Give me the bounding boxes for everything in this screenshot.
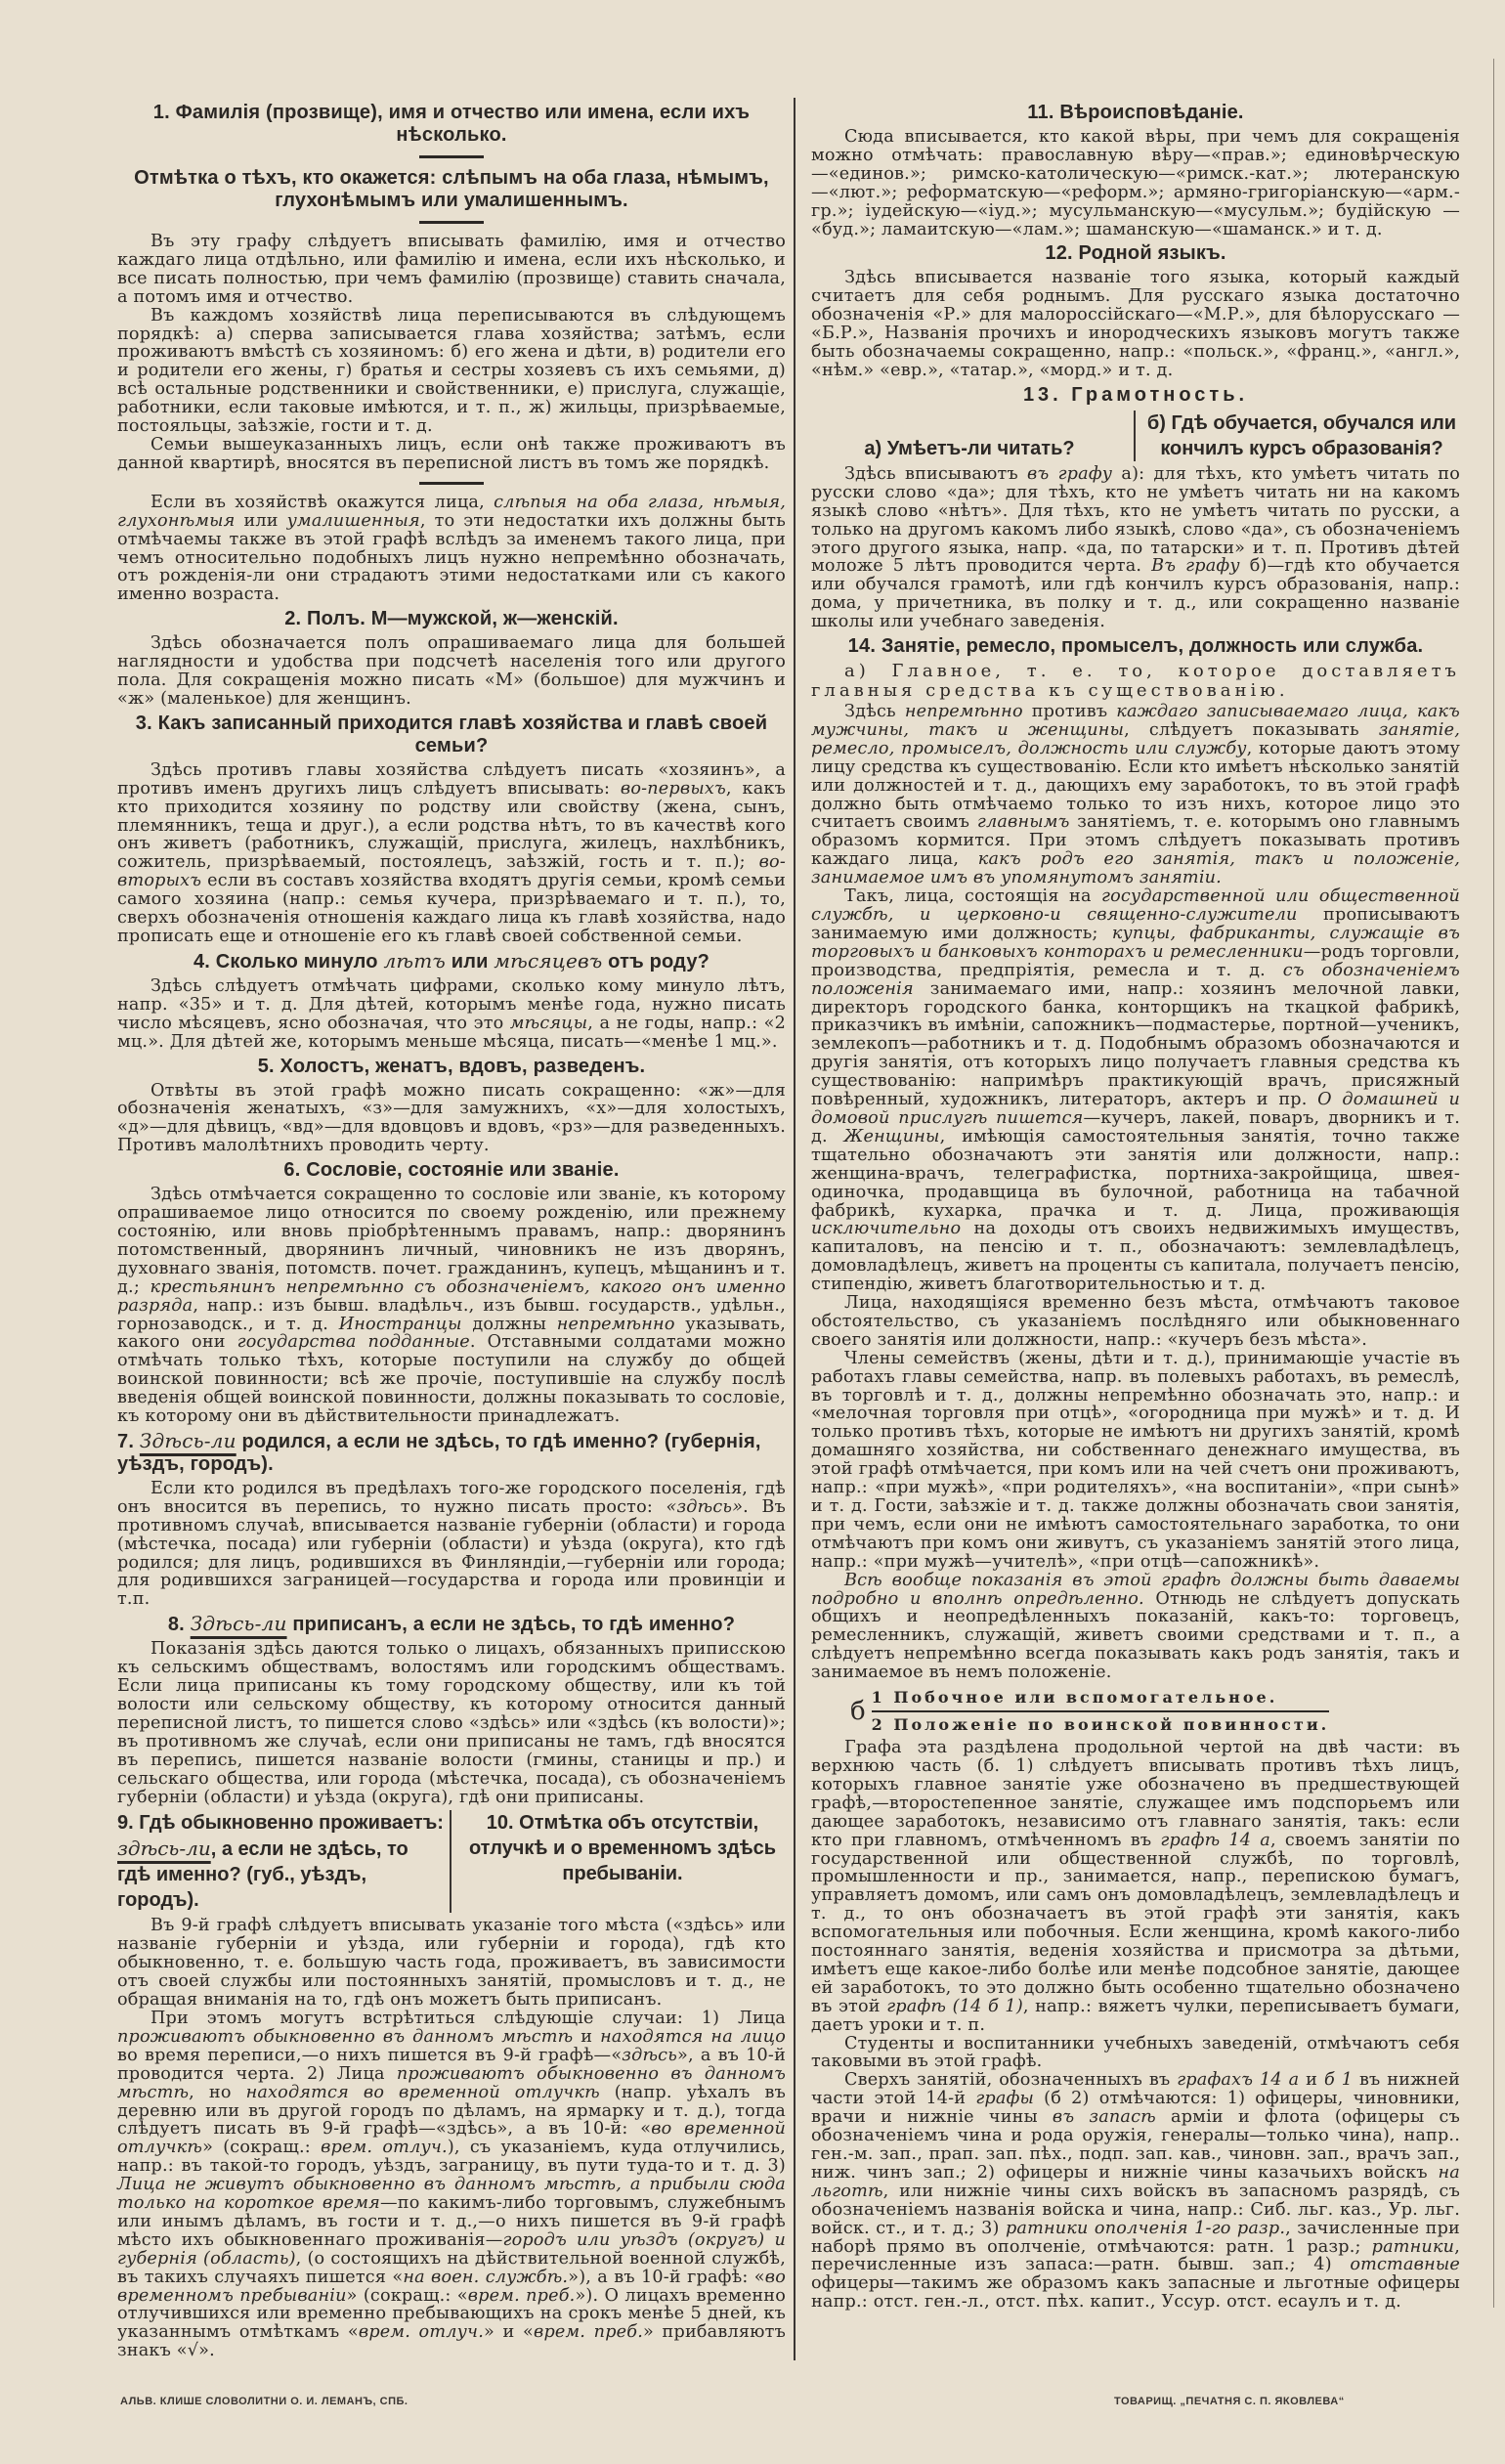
text-run: , а если не здѣсь, то гдѣ именно? (губ., уѣздъ, городъ).	[117, 1838, 408, 1912]
text-run: родился, а если не здѣсь, то гдѣ именно? (губернія, уѣздъ, городъ).	[117, 1430, 761, 1475]
italic-run: графѣ 14 а	[1160, 1830, 1270, 1850]
text-run: , своемъ занятіи по государственной или общественной службѣ, по торговлѣ, промышленности и пр., занимается, напр., перепискою бумагъ, управляетъ домомъ, или самъ онъ домовладѣлецъ, землевладѣлецъ и т. д., то онъ обозначаетъ въ этой графѣ эти занятія, какъ вспомогательныя или побочныя. Если женщина, кромѣ какого-либо постояннаго занятія, веденія хозяйства и присмотра за дѣтьми, имѣетъ еще какое-либо болѣе или менѣе подсобное занятіе, дающее ей заработокъ, то это должно быть особенно тщательно обозначено въ этой	[811, 1830, 1460, 2016]
text-run: Показанія здѣсь даются только о лицахъ, обязанныхъ приписскою къ сельскимъ обществамъ, волостямъ или городскимъ обществамъ. Если лица приписаны къ тому городскому обществу, или къ той волости или сельскому обществу, къ которому относится данный переписной листъ, то пишется слово «здѣсь» или «здѣсь (къ волости)»; въ противномъ же случаѣ, если они приписаны не тамъ, гдѣ вносятся въ перепись, пишется названіе волости (гмины, станицы и пр.) и сельскаго общества, или города (мѣстечка, посада), съ обозначеніемъ губерніи (области) и уѣзда (округа), гдѣ они приписаны.	[117, 1639, 786, 1807]
italic-run: съ обозначеніемъ положенія	[811, 960, 1460, 999]
section-heading	[117, 950, 786, 973]
split-heading-left	[811, 411, 1136, 461]
text-run: Такъ, лица, состоящія на	[844, 886, 1101, 907]
text-run: Здѣсь вписывается названіе того языка, который каждый считаетъ для себя роднымъ. Для русскаго языка достаточно обозначенія «Р.» для малороссійскаго—«М.Р.», для бѣлорусскаго — «Б.Р.», Названія прочихъ и инородческихъ языковъ могутъ также быть обозначаемы сокращенно, напр.: «польск.», «франц.», «англ.», «нѣм.» «евр.», «татар.», «морд.» и т. д.	[811, 268, 1460, 380]
fraction-heading	[850, 1688, 1460, 1735]
text-run: Если въ хозяйствѣ окажутся лица,	[150, 492, 494, 512]
text-run: » прибавляютъ знакъ «√».	[117, 2322, 786, 2361]
text-run: , имѣющія самостоятельныя занятія, точно также тщательно обозначаютъ эти занятія или должности, напр.: женщина-врачъ, телеграфистка, портниха-закройщица, швея-одиночка, продавщица въ булочной, работница на табачной фабрикѣ, кухарка, прачка и т. д. Лица, проживающія	[811, 1126, 1461, 1221]
section-heading	[811, 635, 1460, 658]
italic-run: городъ или уѣздъ (округъ) и губернія (область)	[117, 2229, 786, 2269]
section-heading	[117, 102, 786, 147]
italic-run: врем. преб.	[534, 2322, 644, 2343]
paragraph	[811, 269, 1460, 379]
text-run: Сюда вписывается, кто какой вѣры, при чемъ для сокращенія можно отмѣчать: православную вѣру—«прав.»; единовѣрческую—«единов.»; римско-католическую—«римск.-кат.»; лютеранскую—«лют.»; реформатскую—«реформ.»; армяно-григоріанскую—«арм.-гр.»; іудейскую—«іуд.»; мусульманскую—«мусульм.»; будійскую — «буд.»; ламаитскую—«лам.»; шаманскую—«шаманск.» и т. д.	[811, 127, 1460, 239]
text-run: Въ эту графу слѣдуетъ вписывать фамилію, имя и отчество каждаго лица отдѣльно, или фамилію и имена, если ихъ нѣсколько, и все писать полностью, при чемъ фамилію (прозвище) ставить сначала, а потомъ имя и отчество.	[117, 232, 786, 307]
paragraph	[811, 128, 1460, 238]
text-run: », а въ 10-й проводится черта. 2) Лица	[117, 2045, 786, 2084]
text-run: , слѣдуетъ показывать	[1124, 719, 1379, 740]
text-run: . Въ противномъ случаѣ, вписывается названіе губерніи (области) и города (мѣстечка, посада) или губерніи (области) и уѣзда (округа), кто гдѣ родился; для лицъ, родившихся въ Финляндіи,—губерніи или города; для родившихся заграницей—государства и города или провинціи и т.п.	[117, 1496, 786, 1610]
italic-run: Всѣ вообще показанія въ этой графѣ должны быть даваемы подробно и вполнѣ опредѣленно.	[811, 1570, 1460, 1609]
section-heading	[117, 1056, 786, 1078]
text-run: Въ 9-й графѣ слѣдуетъ вписывать указаніе того мѣста («здѣсь» или названіе губерніи и уѣзда, или губерніи и города), гдѣ кто обыкновенно, т. е. большую часть года, проживаетъ, въ зависимости отъ своей службы или постоянныхъ занятій, промысловъ и т. д., не обращая вниманія на то, гдѣ онъ можетъ быть приписанъ.	[117, 1916, 786, 2010]
columns	[117, 98, 1460, 2360]
italic-run: проживаютъ обыкновенно въ данномъ мѣстѣ	[117, 2026, 574, 2047]
text-run: приписанъ, а если не здѣсь, то гдѣ именно?	[286, 1614, 736, 1636]
section-rule	[419, 482, 484, 485]
paragraph	[811, 1572, 1460, 1682]
split-heading	[811, 411, 1460, 461]
text-run: , напр.: вяжетъ чулки, переписываетъ бумаги, даетъ уроки и т. п.	[811, 1996, 1461, 2035]
italic-run: какъ родъ его занятія, такъ и положеніе, занимаемое имъ въ упомянутомъ занятіи.	[811, 849, 1461, 888]
text-run: 5. Холостъ, женатъ, вдовъ, разведенъ.	[257, 1055, 646, 1077]
text-run: и	[573, 2026, 601, 2047]
split-heading	[117, 1810, 786, 1913]
split-heading-left	[117, 1810, 452, 1913]
italic-run: проживаютъ обыкновенно въ данномъ мѣстѣ	[117, 2063, 786, 2102]
italic-run: главнымъ	[976, 812, 1070, 833]
italic-run: Въ графу	[1151, 556, 1240, 577]
text-run: Члены семействъ (жены, дѣти и т. д.), принимающіе участіе въ работахъ главы семейства, напр. въ полевыхъ работахъ, въ ремеслѣ, въ торговлѣ и т. д., должны непремѣнно обозначать это, напр.: и «мелочная торговля при отцѣ», «огородница при мужѣ» и т. д. И только противъ тѣхъ, которые не имѣютъ ни другихъ занятій, кромѣ домашняго хозяйства, ни собственнаго денежнаго имущества, въ этой графѣ отмѣчается, при комъ или на чей счетъ они проживаютъ, напр.: «при мужѣ», «при родителяхъ», «на воспитаніи», «при сынѣ» и т. д. Гости, заѣзжіе и т. д. также должны обозначать свои занятія, при чемъ, если они не имѣютъ самостоятельнаго заработка, то они отмѣчаютъ при комъ они живутъ, съ указаніемъ занятій этого лица, напр.: «при мужѣ—учителѣ», «при отцѣ—сапожникѣ».	[811, 1348, 1460, 1572]
italic-run: во временной отлучкѣ	[117, 2119, 786, 2158]
italic-run: Иностранцы	[338, 1314, 462, 1334]
italic-run: умалишенныя	[286, 510, 420, 531]
italic-run: графы	[975, 2089, 1035, 2109]
text-run: , или нижніе чины сихъ войскъ въ запасномъ разрядѣ, съ обозначеніемъ названія войска и чина, напр.: Сиб. льг. каз., Ур. льг. войск. ст., и т. д.; 3)	[811, 2181, 1460, 2238]
text-run: , какъ кто приходится хозяину по родству или свойству (жена, сынъ, племянникъ, теща и друг.), а если родства нѣтъ, то въ качествѣ кого онъ живетъ (работникъ, служащій, прислуга, жилецъ, нахлѣбникъ, сожитель, призрѣваемый, постоялецъ, заѣзжій, гость и т. п.);	[117, 778, 786, 873]
text-run: , которые даютъ этому лицу средства къ существованію. Если кто имѣетъ нѣсколько занятій или должностей и т. д., дающихъ ему заработокъ, то въ этой графѣ должно быть отмѣчаемо только то изъ нихъ, которое лицо это считаетъ своимъ	[811, 738, 1460, 833]
text-run: или	[445, 950, 494, 973]
section-heading	[811, 102, 1460, 124]
paragraph	[811, 1739, 1460, 2035]
section-heading	[117, 167, 786, 212]
paragraph	[117, 2010, 786, 2360]
right-column	[794, 98, 1460, 2360]
fraction-lines	[872, 1688, 1330, 1735]
text-run: 12. Родной языкъ.	[1045, 242, 1226, 265]
text-run: При этомъ могутъ встрѣтиться слѣдующіе случаи: 1) Лица	[150, 2008, 786, 2028]
section-heading	[117, 1613, 786, 1636]
paragraph	[117, 977, 786, 1052]
italic-run: Лица не живутъ обыкновенно въ данномъ мѣстѣ, а прибыли сюда только на короткое время	[117, 2175, 786, 2214]
italic-run: здѣсь	[622, 2045, 677, 2065]
paragraph	[811, 703, 1460, 887]
text-run: 13. Грамотность.	[1022, 383, 1249, 406]
text-run: занимаемаго ими, напр.: хозяинъ мелочной лавки, директоръ городского банка, конторщикъ на ткацкой фабрикѣ, приказчикъ въ имѣніи, сапожникъ—подмастерье, портной—ученикъ, землекопъ—работникъ и т. д. Подобнымъ образомъ обозначаются и другія занятія, отъ которыхъ лицо получаетъ главныя средства къ существованію: напримѣръ практикующій врачъ, присяжный повѣренный, художникъ, литераторъ, актеръ и пр.	[811, 978, 1460, 1110]
section-heading	[117, 713, 786, 757]
paragraph	[117, 761, 786, 946]
text-run: 4. Сколько минуло	[193, 950, 384, 973]
text-run: Лица, находящіяся временно безъ мѣста, отмѣчаютъ таковое обстоятельство, съ указаніемъ послѣдняго или обыкновеннаго своего занятія или должности, напр.: «кучеръ безъ мѣста».	[811, 1293, 1460, 1350]
section-heading	[117, 1430, 786, 1476]
paragraph	[811, 1294, 1460, 1350]
text-run: противъ	[1022, 702, 1117, 722]
italic-run: непремѣнно	[904, 702, 1023, 722]
paragraph	[117, 634, 786, 709]
italic-run: крестьянинъ непремѣнно съ обозначеніемъ, какого онъ именно разряда	[117, 1276, 786, 1316]
italic-run: отставные	[1350, 2255, 1460, 2275]
text-run: 7.	[117, 1430, 140, 1452]
text-run: должны	[461, 1314, 557, 1334]
paragraph	[117, 307, 786, 436]
text-run: если въ составъ хозяйства входятъ другія семьи, кромѣ семьи самого хозяина (напр.: семья кучера, призрѣваемаго и т. п.), то, сверхъ обозначенія отношенія каждаго лица къ главѣ хозяйства, надо прописать еще и отношеніе его къ главѣ своей собственной семьи.	[117, 871, 786, 946]
text-run: , перечисленные изъ запаса:—ратн. бывш. зап.; 4)	[811, 2236, 1460, 2275]
text-run: , (о состоящихъ на дѣйствительной военной службѣ, въ такихъ случаяхъ пишется «	[117, 2248, 786, 2287]
text-run: . Отставными солдатами можно отмѣчать только тѣхъ, которые поступили на службу до общей воинской повинности; всѣ же прочіе, поступившіе на службу послѣ введенія общей воинской повинности, должны показывать то сословіе, къ которому они въ дѣйствительности принадлежатъ.	[117, 1332, 786, 1427]
text-run: Здѣсь обозначается полъ опрашиваемаго лица для большей наглядности и удобства при подсчетѣ населенія того или другого пола. Для сокращенія можно писать «М» (большое) для мужчинъ и «ж» (маленькое) для женщинъ.	[117, 633, 786, 709]
italic-run: непремѣнно	[556, 1314, 675, 1334]
italic-run: мѣсяцевъ	[494, 948, 603, 973]
text-run: въ нижней части этой 14-й	[811, 2070, 1460, 2109]
subsection-heading	[811, 662, 1460, 701]
italic-run: каждаго записываемаго лица, какъ мужчины, такъ и женщины	[811, 702, 1460, 740]
paragraph	[117, 494, 786, 604]
italic-run: государства подданные	[236, 1332, 470, 1353]
text-run: 2. Полъ. М—мужской, ж—женскій.	[284, 608, 619, 630]
text-run: Здѣсь слѣдуетъ отмѣчать цифрами, сколько кому минуло лѣтъ, напр. «35» и т. д. Для дѣтей, которымъ менѣе года, нужно писать число мѣсяцевъ, ясно обозначая, что это	[117, 975, 786, 1033]
italic-run: купцы, фабриканты, служащіе въ торговыхъ и банковыхъ конторахъ и ремесленники	[811, 923, 1460, 962]
italic-run: ратники ополченія 1-го разр.	[1005, 2218, 1286, 2238]
italic-run: врем. отлуч.	[321, 2138, 448, 2158]
text-run: а): для тѣхъ, кто умѣетъ читать по русски слово «да»; для тѣхъ, кто не умѣетъ читать ни на какомъ языкѣ слово «нѣтъ». Для тѣхъ, кто не умѣетъ читать по русски, а только на другомъ какомъ либо языкѣ, слово «да», съ обозначеніемъ этого другого языка, напр. «да, по татарски» и т. п. Противъ дѣтей моложе 5 лѣтъ проводится черта.	[811, 463, 1461, 577]
text-run: 8.	[167, 1614, 191, 1636]
text-run: Здѣсь вписываютъ	[844, 463, 1028, 484]
underlined-italic-run: Здѣсь-ли	[190, 1612, 287, 1636]
italic-run: на воен. службѣ.	[403, 2267, 569, 2287]
left-column	[117, 98, 794, 2360]
text-run: Здѣсь противъ главы хозяйства слѣдуетъ писать «хозяинъ», а противъ именъ другихъ лицъ слѣдуетъ вписывать:	[117, 759, 786, 799]
paragraph	[117, 1917, 786, 2010]
italic-run: во-вторыхъ	[117, 852, 786, 891]
text-run: во время переписи,—о нихъ пишется въ 9-й графѣ—«	[117, 2045, 623, 2065]
underlined-italic-run: Здѣсь-ли	[139, 1428, 236, 1452]
italic-run: ратники	[1371, 2236, 1455, 2257]
italic-run: мѣсяцы	[509, 1013, 588, 1033]
italic-run: слѣпыя на оба глаза, нѣмыя, глухонѣмыя	[117, 492, 786, 531]
text-run: или	[235, 510, 287, 531]
italic-run: б 1	[1323, 2070, 1354, 2091]
text-run: , напр.: изъ бывш. владѣльч., изъ бывш. государств., удѣльн., горнозаводск., и т. д.	[117, 1295, 786, 1334]
paragraph	[811, 2071, 1460, 2312]
paragraph	[117, 436, 786, 473]
text-run: Отвѣты въ этой графѣ можно писать сокращенно: «ж»—для обозначенія женатыхъ, «з»—для замужнихъ, «х»—для холостыхъ, «д»—для дѣвицъ, «вд»—для вдовцовъ и вдовъ, «рз»—для разведенныхъ. Противъ малолѣтнихъ проводить черту.	[117, 1080, 786, 1156]
italic-run: находятся во временной отлучкѣ	[245, 2082, 600, 2102]
text-run: Сверхъ занятій, обозначенныхъ въ	[844, 2070, 1178, 2091]
paragraph	[811, 887, 1460, 1294]
italic-run: государственной или общественной службѣ, и церковно-и священно-служители	[811, 886, 1460, 925]
italic-run: графахъ 14 а	[1177, 2070, 1300, 2091]
printer-imprints	[0, 2396, 1505, 2435]
italic-run: О домашней и домовой прислугѣ пишется	[811, 1090, 1460, 1128]
text-run: указывать, какого они	[117, 1314, 787, 1353]
text-run: —кучеръ, лакей, поваръ, дворникъ и т. д.	[811, 1107, 1460, 1146]
text-run: 6. Сословіе, состояніе или званіе.	[283, 1159, 620, 1182]
text-run: 10. Отмѣтка объ отсутствіи, отлучкѣ и о временномъ здѣсь пребываніи.	[468, 1812, 777, 1885]
italic-run: врем. преб.	[467, 2285, 576, 2306]
printer-imprint-left: АЛЬВ. КЛИШЕ СЛОВОЛИТНИ О. И. ЛЕМАНЪ, СПБ.	[120, 2396, 408, 2408]
text-run: »), а въ 10-й графѣ: «	[568, 2267, 765, 2287]
text-run: Семьи вышеуказанныхъ лицъ, если онѣ также проживаютъ въ данной квартирѣ, вносятся въ переписной листъ въ томъ же порядкѣ.	[117, 434, 786, 473]
italic-run: врем. отлуч.	[358, 2322, 484, 2343]
paragraph	[811, 1350, 1460, 1572]
text-run: а) Умѣетъ-ли читать?	[864, 437, 1075, 459]
text-run: »). О лицахъ временно отлучившихся или временно пребывающихъ на срокъ менѣе 5 дней, къ указаннымъ отмѣткамъ «	[117, 2285, 787, 2343]
text-run: офицеры—такимъ же образомъ какъ запасные и льготные офицеры напр.: отст. ген.-л., отст. пѣх. капит., Уссур. отст. есаулъ и т. д.	[811, 2273, 1460, 2313]
text-run: Въ каждомъ хозяйствѣ лица переписываются въ слѣдующемъ порядкѣ: а) сперва записывается глава хозяйства; затѣмъ, если проживаютъ вмѣстѣ съ хозяиномъ: б) его жена и дѣти, в) родители его и родители его жены, г) братья и сестры хозяевъ съ ихъ семьями, д) всѣ остальные родственники и свойственники, е) прислуга, служащіе, работники, если таковые имѣются, и т. п., ж) жильцы, призрѣваемые, постояльцы, заѣзжіе, гости и т. д.	[117, 305, 786, 437]
paragraph	[117, 1480, 786, 1609]
italic-run: занятіе, ремесло, промыселъ, должность или службу	[811, 719, 1460, 758]
italic-run: во-первыхъ	[620, 778, 726, 799]
underlined-italic-run: здѣсь-ли	[117, 1837, 211, 1861]
italic-run: въ графу	[1027, 463, 1113, 484]
section-rule	[419, 155, 484, 158]
section-heading	[117, 608, 786, 630]
text-run: Студенты и воспитанники учебныхъ заведеній, отмѣчаютъ себя таковыми въ этой графѣ.	[811, 2033, 1460, 2072]
text-run: и	[1299, 2070, 1324, 2091]
text-run: Графа эта раздѣлена продольной чертой на двѣ части: въ верхнюю часть (б. 1) слѣдуетъ вписывать противъ тѣхъ лицъ, которыхъ главное занятіе уже обозначено въ предшествующей графѣ,—второстепенное занятіе, служащее имъ подспорьемъ или дающее заработокъ, независимо отъ главнаго занятія, такъ: если кто при главномъ, отмѣченномъ въ	[811, 1738, 1460, 1850]
text-run: Если кто родился въ предѣлахъ того-же городского поселенія, гдѣ онъ вносится въ перепись, то нужно писать просто:	[117, 1478, 786, 1517]
text-run: а) Главное, т. е. то, которое доставляетъ главныя средства къ существованію.	[811, 661, 1460, 702]
italic-run: лѣтъ	[383, 948, 446, 973]
split-heading-right	[1136, 411, 1460, 461]
text-run: 1. Фамилія (прозвище), имя и отчество или имена, если ихъ нѣсколько.	[152, 102, 751, 146]
page-edge-line	[1493, 59, 1494, 2308]
text-run: б) Гдѣ обучается, обучался или кончилъ курсъ образованія?	[1146, 411, 1457, 459]
text-run: на доходы отъ своихъ недвижимыхъ имуществъ, капиталовъ, на пенсію и т. п., обозначаютъ: землевладѣлецъ, домовладѣлецъ, живетъ на проценты съ капитала, получаетъ пенсію, стипендію, живетъ благотворительностью и т. д.	[811, 1219, 1460, 1295]
text-run: ), съ указаніемъ, куда отлучились, напр.: въ такой-то городъ, уѣздъ, заграницу, въ пути туда-то и т. д. 3)	[117, 2138, 786, 2177]
text-run: —по какимъ-либо торговымъ, служебнымъ или инымъ дѣламъ, въ гости и т. д.,—о нихъ пишется въ 9-й графѣ мѣсто ихъ обыкновеннаго проживанія—	[117, 2193, 786, 2250]
text-run: (б 2) отмѣчаются: 1) офицеры, чиновники, врачи и нижніе чины	[811, 2089, 1460, 2128]
paragraph	[811, 465, 1460, 631]
paragraph	[811, 2035, 1460, 2072]
text-run: , зачисленные при наборѣ прямо въ ополченіе, отмѣчаются: ратн. 1 разр.;	[811, 2218, 1460, 2257]
section-heading	[811, 242, 1460, 265]
fraction-bottom: 2 Положеніе по воинской повинности.	[871, 1715, 1330, 1735]
text-run: отъ роду?	[602, 950, 710, 973]
text-run: Отнюдь не слѣдуетъ допускать общихъ и неопредѣленныхъ показаній, какъ-то: торговецъ, ремесленникъ, служащій, живетъ своими средствами и т. п., а слѣдуетъ непремѣнно всегда показывать какъ родъ занятія, такъ и занимаемое въ немъ положеніе.	[811, 1588, 1460, 1683]
text-run: » (сокращ.:	[202, 2138, 322, 2158]
text-run: 14. Занятіе, ремесло, промыселъ, должность или служба.	[847, 635, 1424, 658]
text-run: , то эти недостатки ихъ должны быть отмѣчаемы также въ этой графѣ вслѣдъ за именемъ такого лица, при чемъ относительно подобныхъ лицъ нужно непремѣнно обозначать, отъ рожденія-ли они страдаютъ этими недостатками или съ какого именно возраста.	[117, 510, 786, 605]
split-heading-right	[452, 1810, 786, 1913]
text-run: арміи и флота (офицеры съ обозначеніемъ чина и рода оружія, генералы—только чина), напр.. ген.-м. зап., прап. зап. пѣх., подп. зап. кав., чиновн. зап., врачъ зап., ниж. чинъ зап.; 2) офицеры и нижніе чины казачьихъ войскъ	[811, 2107, 1460, 2183]
text-run: 3. Какъ записанный приходится главѣ хозяйства и главѣ своей семьи?	[135, 712, 768, 756]
italic-run: Женщины	[843, 1126, 940, 1146]
paragraph	[117, 233, 786, 307]
section-heading	[811, 384, 1460, 407]
text-run: , а не годы, напр.: «2 мц.». Для дѣтей же, которымъ меньше мѣсяца, писать—«менѣе 1 мц.».	[117, 1013, 786, 1052]
section-rule	[419, 221, 484, 224]
text-run: 9. Гдѣ обыкновенно проживаетъ:	[117, 1812, 444, 1835]
italic-run: исключительно	[811, 1219, 962, 1239]
text-run: прописываютъ занимаемую ими должность;	[811, 905, 1460, 943]
text-run: Здѣсь отмѣчается сокращенно то сословіе или званіе, къ которому опрашиваемое лицо относится по своему рожденію, или прежнему состоянію, или вновь пріобрѣтеннымъ правамъ, напр.: дворянинъ потомственный, дворянинъ личный, чиновникъ не изъ дворянъ, духовнаго званія, потомств. почет. гражданинъ, купецъ, мѣщанинъ и т. д.;	[117, 1185, 786, 1297]
italic-run: въ запасѣ	[1052, 2107, 1156, 2128]
italic-run: на льготѣ	[811, 2162, 1460, 2201]
paragraph	[117, 1082, 786, 1156]
text-run: , но	[189, 2082, 246, 2102]
text-run: » и «	[483, 2322, 534, 2343]
italic-run: во временномъ пребываніи	[117, 2267, 786, 2306]
text-run: Отмѣтка о тѣхъ, кто окажется: слѣпымъ на оба глаза, нѣмымъ, глухонѣмымъ или умалишеннымъ.	[134, 167, 769, 211]
italic-run: находятся на лицо	[600, 2026, 786, 2047]
section-heading	[117, 1159, 786, 1182]
italic-run: «здѣсь»	[666, 1496, 744, 1517]
paragraph	[117, 1640, 786, 1806]
fraction-letter: б	[850, 1697, 866, 1727]
text-run: —родъ торговли, производства, предпріятія, ремесла и т. д.	[811, 941, 1460, 980]
printer-imprint-right: ТОВАРИЩ. „ПЕЧАТНЯ С. П. ЯКОВЛЕВА“	[1114, 2396, 1345, 2408]
paragraph	[117, 1186, 786, 1426]
text-run: Здѣсь	[844, 702, 905, 722]
fraction-top: 1 Побочное или вспомогательное.	[872, 1688, 1330, 1712]
text-run: (напр. уѣхалъ въ деревню или въ другой городъ по дѣламъ, на ярмарку и т. д.), тогда слѣдуетъ писать въ 9-й графѣ—«здѣсь», а въ 10-й: «	[117, 2082, 786, 2140]
text-run: » (сокращ.: «	[346, 2285, 468, 2306]
text-run: занятіемъ, т. е. которымъ оно главнымъ образомъ кормится. При этомъ слѣдуетъ показывать противъ каждаго лица,	[811, 812, 1460, 870]
text-run: 11. Вѣроисповѣданіе.	[1027, 102, 1244, 123]
text-run: б)—гдѣ кто обучается или обучался грамотѣ, или гдѣ кончилъ курсъ образованія, напр.: дома, у причетника, въ полку и т. д., или сокращенно названіе школы или учебнаго заведенія.	[811, 556, 1460, 632]
italic-run: графѣ (14 б 1)	[886, 1996, 1023, 2016]
